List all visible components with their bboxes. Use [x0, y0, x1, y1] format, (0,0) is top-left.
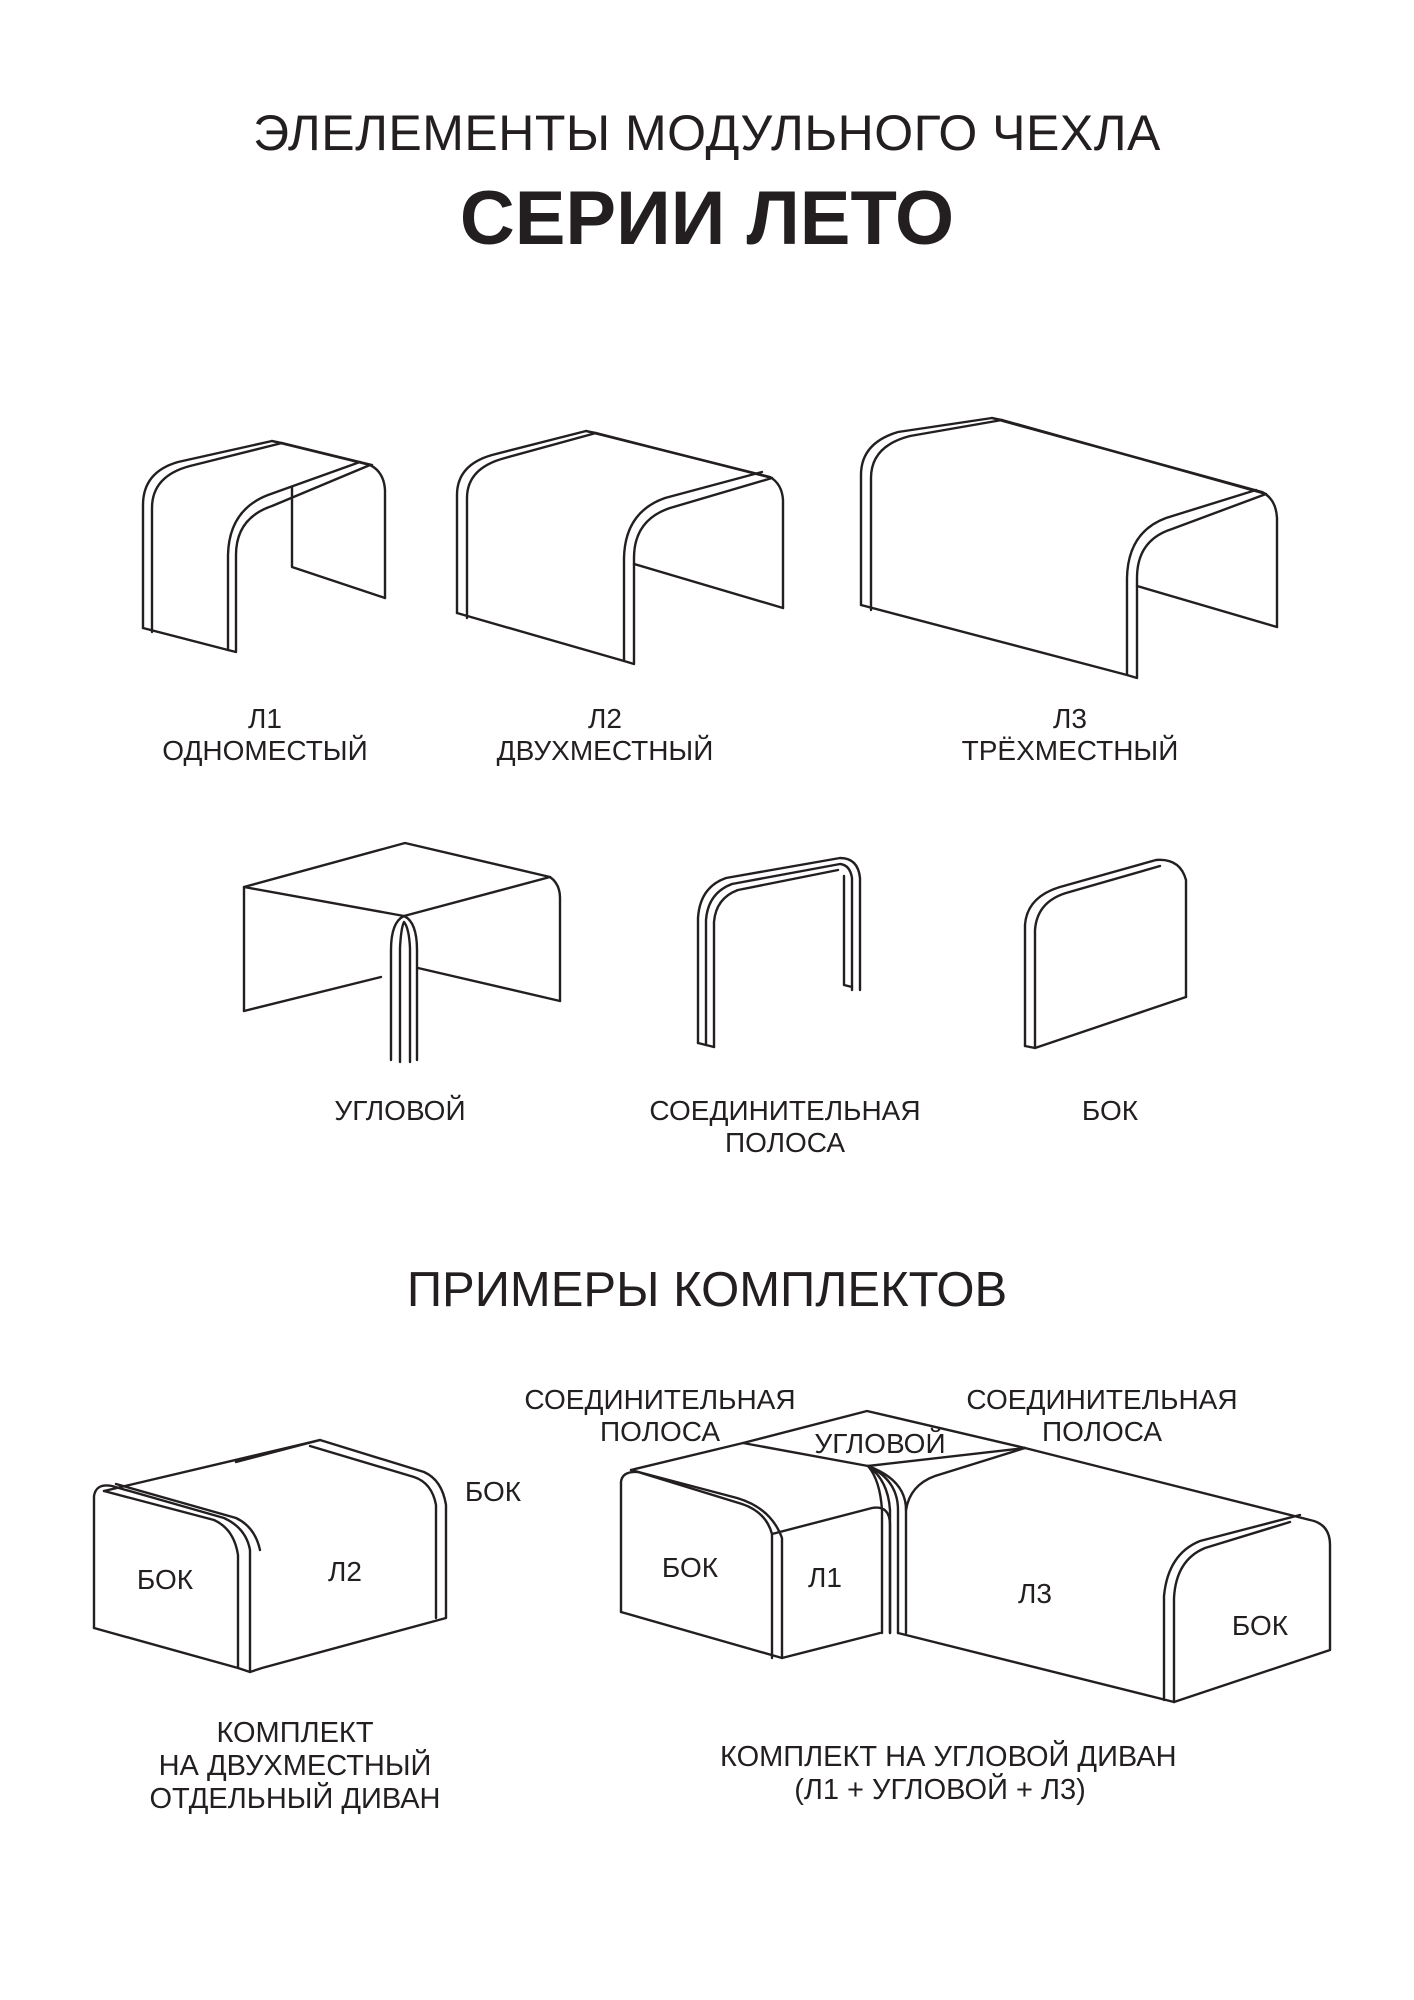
set2-label-l3: Л3 — [1018, 1578, 1052, 1609]
set1-caption-line3: ОТДЕЛЬНЫЙ ДИВАН — [149, 1783, 441, 1815]
set2-label-strip-right — [952, 1384, 1252, 1448]
title-line-1: ЭЛЕЛЕМЕНТЫ МОДУЛЬНОГО ЧЕХЛА — [253, 105, 1161, 161]
set1-label-side-left: БОК — [136, 1564, 194, 1595]
set2-caption — [720, 1741, 1177, 1807]
set1-label-sofa: Л2 — [328, 1556, 362, 1587]
label-strip-line2: ПОЛОСА — [724, 1127, 846, 1158]
label-l1-name: ОДНОМЕСТЫЙ — [162, 735, 368, 766]
label-l2-code: Л2 — [588, 703, 622, 734]
set2-label-side-right: БОК — [1231, 1610, 1289, 1641]
set1-caption-line1: КОМПЛЕКТ — [216, 1717, 374, 1749]
set2-caption-line1: КОМПЛЕКТ НА УГЛОВОЙ ДИВАН — [720, 1741, 1177, 1773]
label-side — [1050, 1095, 1170, 1127]
label-strip — [640, 1095, 930, 1159]
drawing-corner — [244, 843, 560, 1062]
label-corner-name: УГЛОВОЙ — [334, 1095, 466, 1126]
label-l1-code: Л1 — [248, 703, 282, 734]
drawing-strip — [698, 858, 860, 1047]
drawing-l2 — [457, 431, 783, 664]
drawing-l3 — [861, 418, 1277, 678]
set2-label-l1: Л1 — [808, 1562, 842, 1593]
set2-label-strip-left — [510, 1384, 810, 1448]
set2-label-strip-right-line1: СОЕДИНИТЕЛЬНАЯ — [966, 1384, 1238, 1415]
set2-caption-line2: (Л1 + УГЛОВОЙ + Л3) — [794, 1774, 1086, 1806]
set1-label-side-right: БОК — [464, 1476, 522, 1507]
set2-label-side-left: БОК — [661, 1552, 719, 1583]
set1-caption-line2: НА ДВУХМЕСТНЫЙ — [158, 1750, 432, 1782]
set2-label-strip-right-line2: ПОЛОСА — [1041, 1416, 1163, 1447]
set1-caption — [130, 1717, 460, 1816]
label-l2 — [475, 703, 735, 767]
label-l2-name: ДВУХМЕСТНЫЙ — [496, 735, 714, 766]
drawing-side — [1025, 860, 1186, 1048]
label-l3-name: ТРЁХМЕСТНЫЙ — [961, 735, 1179, 766]
label-corner — [300, 1095, 500, 1127]
label-side-name: БОК — [1081, 1095, 1139, 1126]
label-l1 — [145, 703, 385, 767]
label-l3 — [940, 703, 1200, 767]
set2-label-corner: УГЛОВОЙ — [814, 1428, 946, 1459]
label-l3-code: Л3 — [1053, 703, 1087, 734]
drawing-l1 — [143, 441, 385, 652]
section-title: ПРИМЕРЫ КОМПЛЕКТОВ — [406, 1263, 1008, 1317]
set2-label-strip-left-line1: СОЕДИНИТЕЛЬНАЯ — [524, 1384, 796, 1415]
title-line-2: СЕРИИ ЛЕТО — [459, 176, 955, 261]
label-strip-line1: СОЕДИНИТЕЛЬНАЯ — [649, 1095, 921, 1126]
set2-label-strip-left-line2: ПОЛОСА — [599, 1416, 721, 1447]
drawing-set-1 — [94, 1440, 446, 1672]
